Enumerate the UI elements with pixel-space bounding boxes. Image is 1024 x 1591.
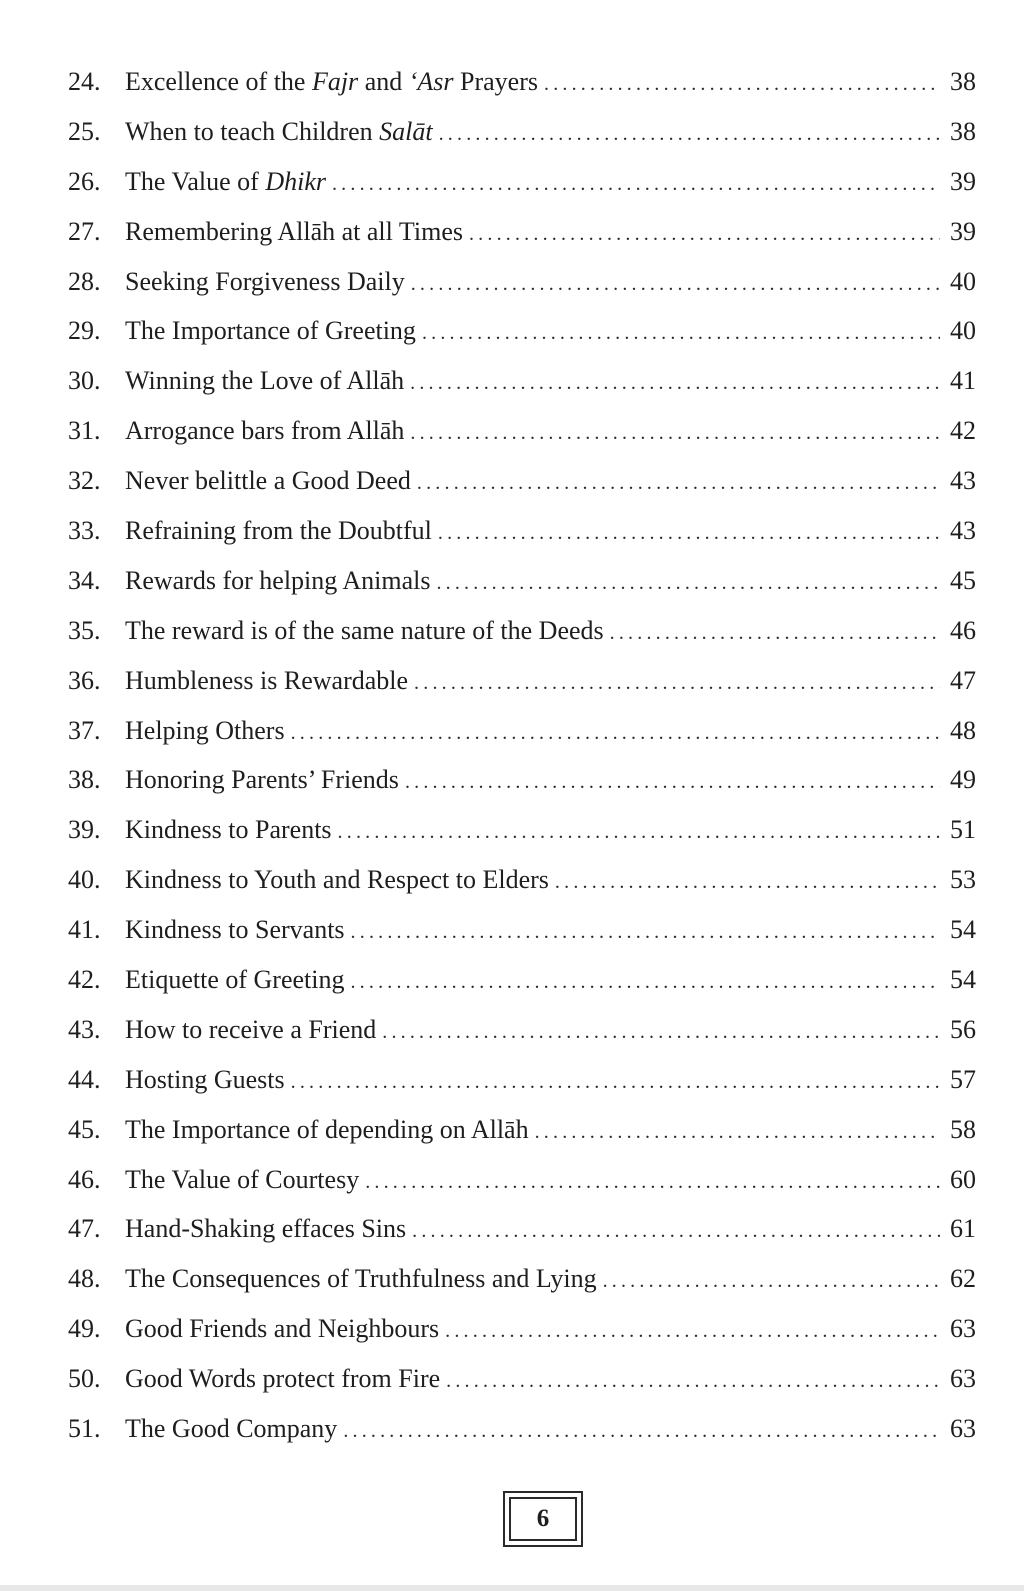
toc-entry-page: 53 [950,865,976,895]
page-number-frame [503,1491,583,1547]
toc-entry-number: 51. [68,1414,101,1444]
toc-entry-page: 40 [950,316,976,346]
toc-dot-leader [445,1307,940,1357]
toc-entry-page: 54 [950,965,976,995]
toc-entry-title-part: Remembering Allāh at all Times [125,216,463,246]
toc-dot-leader [610,609,940,659]
toc-entry-page: 48 [950,715,976,745]
toc-entry-page: 45 [950,565,976,595]
toc-entry[interactable] [68,755,976,805]
toc-entry[interactable] [68,1254,976,1304]
toc-entry-number: 42. [68,965,101,995]
toc-dot-leader [555,858,940,908]
toc-entry-title-part: Hand-Shaking effaces Sins [125,1214,407,1244]
toc-entry-page: 49 [950,765,976,795]
toc-entry[interactable] [68,1404,976,1454]
toc-entry-title [125,1254,597,1304]
toc-dot-leader [544,60,940,110]
toc-entry[interactable] [68,107,976,157]
toc-entry-number: 47. [68,1214,101,1244]
toc-entry-title-part: and [358,67,409,96]
toc-entry-title-part: When to teach Children [125,116,380,146]
toc-entry-page: 41 [950,366,976,396]
toc-entry-page: 51 [950,815,976,845]
toc-dot-leader [446,1357,940,1407]
toc-entry[interactable] [68,506,976,556]
toc-entry-title [125,855,549,905]
toc-entry-number: 41. [68,915,101,945]
toc-entry-number: 45. [68,1114,101,1144]
toc-entry-page: 63 [950,1314,976,1344]
toc-entry[interactable] [68,1304,976,1354]
toc-entry-title [125,656,408,706]
toc-entry-page: 56 [950,1014,976,1044]
toc-entry-number: 44. [68,1064,101,1094]
toc-dot-leader [410,359,940,409]
toc-dot-leader [405,758,940,808]
toc-dot-leader [365,1158,940,1208]
toc-dot-leader [438,509,940,559]
toc-entry[interactable] [68,406,976,456]
toc-entry-page: 58 [950,1114,976,1144]
toc-dot-leader [436,559,940,609]
toc-dot-leader [412,1207,940,1257]
toc-entry-title-part: Good Friends and Neighbours [125,1314,440,1344]
toc-entry-title-part: Refraining from the Doubtful [125,516,432,546]
toc-entry-title [125,257,405,307]
toc-entry-number: 29. [68,316,101,346]
toc-entry[interactable] [68,606,976,656]
toc-entry-number: 30. [68,366,101,396]
toc-entry-title [125,456,411,506]
toc-entry-title [125,606,604,656]
toc-entry[interactable] [68,805,976,855]
toc-entry-title-part: The Consequences of Truthfulness and Lying [125,1264,597,1294]
toc-dot-leader [422,309,940,359]
toc-entry-title [125,805,332,855]
toc-entry-title-part: The Importance of depending on Allāh [125,1114,529,1144]
toc-entry-title-part: Etiquette of Greeting [125,965,345,995]
toc-entry-title [125,1155,359,1205]
toc-entry-title [125,556,430,606]
toc-entry-page: 43 [950,516,976,546]
toc-entry-number: 32. [68,466,101,496]
toc-entry-title-part: Winning the Love of Allāh [125,366,405,396]
toc-entry-title-part: Kindness to Parents [125,815,332,845]
toc-entry-title-part: Prayers [453,67,538,96]
toc-entry-title [125,955,344,1005]
toc-dot-leader [338,808,940,858]
toc-entry-number: 43. [68,1014,101,1044]
page-number: 6 [509,1497,577,1541]
toc-dot-leader [411,260,940,310]
toc-entry-number: 39. [68,815,101,845]
toc-entry-number: 27. [68,216,101,246]
toc-dot-leader [417,459,940,509]
toc-entry-number: 48. [68,1264,101,1294]
toc-entry-title-part: Arrogance bars from Allāh [125,416,405,446]
toc-entry-number: 24. [68,67,101,96]
toc-entry-number: 35. [68,615,101,645]
toc-entry-title-part: Kindness to Youth and Respect to Elders [125,865,549,895]
toc-entry-title-part: Humbleness is Rewardable [125,665,409,695]
toc-entry-page: 39 [950,216,976,246]
toc-entry[interactable] [68,306,976,356]
toc-dot-leader [343,1407,940,1457]
toc-entry-title-part: Hosting Guests [125,1064,285,1094]
toc-entry-number: 31. [68,416,101,446]
toc-entry-title [125,1304,439,1354]
toc-entry-title [125,406,404,456]
toc-entry-number: 34. [68,565,101,595]
toc-entry-number: 26. [68,166,101,196]
toc-entry-title [125,356,404,406]
toc-entry[interactable] [68,257,976,307]
toc-dot-leader [603,1257,940,1307]
toc-entry-number: 46. [68,1164,101,1194]
toc-entry-page: 39 [950,166,976,196]
toc-entry-title [125,1005,376,1055]
toc-entry[interactable] [68,706,976,756]
toc-dot-leader [351,908,940,958]
toc-dot-leader [410,409,940,459]
toc-entry[interactable] [68,1155,976,1205]
toc-entry[interactable] [68,656,976,706]
toc-entry[interactable] [68,57,976,107]
toc-entry-number: 49. [68,1314,101,1344]
toc-entry-title-part: The Value of Courtesy [125,1164,360,1194]
toc-entry[interactable] [68,157,976,207]
toc-dot-leader [382,1008,940,1058]
toc-entry-title [125,1105,529,1155]
toc-entry-title [125,755,399,805]
toc-entry-number: 40. [68,865,101,895]
toc-entry[interactable] [68,1105,976,1155]
toc-entry-title [125,306,416,356]
toc-dot-leader [439,110,940,160]
toc-entry-title-part: How to receive a Friend [125,1014,377,1044]
toc-dot-leader [350,958,940,1008]
toc-entry[interactable] [68,905,976,955]
toc-entry-title-part: The reward is of the same nature of the Deeds [125,615,604,645]
table-of-contents [68,57,976,1454]
toc-entry-title-part: The Importance of Greeting [125,316,416,346]
toc-entry-title-italic-part: ‘Asr [408,67,454,96]
toc-dot-leader [291,709,940,759]
toc-entry-page: 62 [950,1264,976,1294]
toc-entry-page: 43 [950,466,976,496]
toc-entry-page: 46 [950,615,976,645]
toc-dot-leader [332,160,940,210]
toc-entry-title [125,1055,285,1105]
toc-entry-title-italic-part: Fajr [311,67,359,96]
toc-entry-page: 40 [950,266,976,296]
toc-entry-number: 28. [68,266,101,296]
toc-entry-page: 38 [950,116,976,146]
toc-entry-title-part: The Good Company [125,1414,338,1444]
toc-entry-title [125,905,345,955]
toc-entry-page: 61 [950,1214,976,1244]
toc-entry-page: 60 [950,1164,976,1194]
toc-entry[interactable] [68,955,976,1005]
toc-entry-number: 50. [68,1364,101,1394]
toc-entry[interactable] [68,356,976,406]
toc-entry-title [125,506,432,556]
toc-entry[interactable] [68,207,976,257]
toc-entry-title-part: Seeking Forgiveness Daily [125,266,405,296]
toc-entry-title [125,1354,440,1404]
toc-entry[interactable] [68,456,976,506]
toc-entry-title-part: Kindness to Servants [125,915,345,945]
toc-entry-title [125,1404,337,1454]
toc-entry[interactable] [68,1204,976,1254]
toc-entry-title-part: Excellence of the [125,67,312,96]
toc-entry[interactable] [68,1005,976,1055]
toc-entry-title [125,107,433,157]
toc-entry-title [125,157,326,207]
toc-entry-title [125,207,463,257]
toc-entry-title-part: Rewards for helping Animals [125,565,431,595]
toc-entry-page: 63 [950,1364,976,1394]
toc-dot-leader [291,1058,940,1108]
toc-entry-page: 63 [950,1414,976,1444]
toc-dot-leader [414,659,940,709]
toc-entry-title-part: Never belittle a Good Deed [125,466,411,496]
toc-entry-number: 33. [68,516,101,546]
toc-entry-title [125,57,538,107]
toc-dot-leader [469,210,940,260]
toc-entry-number: 37. [68,715,101,745]
toc-entry[interactable] [68,1354,976,1404]
toc-entry-title [125,706,285,756]
toc-entry-number: 38. [68,765,101,795]
toc-entry-page: 57 [950,1064,976,1094]
toc-entry-title-part: Honoring Parents’ Friends [125,765,399,795]
toc-entry-number: 25. [68,116,101,146]
toc-entry-title-italic-part: Salāt [379,116,433,146]
toc-entry[interactable] [68,556,976,606]
toc-entry-title [125,1204,406,1254]
toc-entry[interactable] [68,1055,976,1105]
toc-dot-leader [535,1108,940,1158]
toc-entry-title-italic-part: Dhikr [265,166,326,196]
toc-entry-title-part: Helping Others [125,715,285,745]
toc-entry-title-part: The Value of [125,166,266,196]
toc-entry-page: 38 [950,67,976,96]
toc-entry-page: 42 [950,416,976,446]
toc-entry-page: 54 [950,915,976,945]
toc-entry-page: 47 [950,665,976,695]
toc-entry-number: 36. [68,665,101,695]
toc-entry-title-part: Good Words protect from Fire [125,1364,441,1394]
toc-entry[interactable] [68,855,976,905]
